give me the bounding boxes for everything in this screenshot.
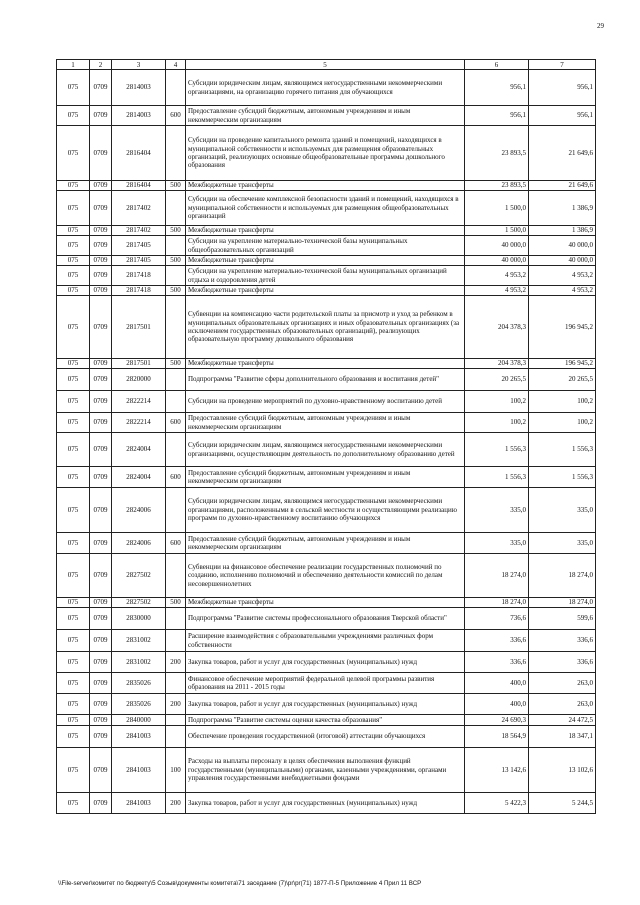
target-article-cell: 2817418 [112,266,166,286]
executed-amount-cell: 21 649,6 [529,126,596,181]
target-article-cell: 2816404 [112,181,166,191]
file-path-footer: \\File-server\комитет по бюджету\5 Созыв\документы комитета\71 заседание (7)\pr\pr(71) 1877-П-5 Приложение 4 Прил 11 ВСР [58,880,422,887]
section-code-cell: 0709 [90,391,112,413]
planned-amount-cell: 336,6 [465,652,529,673]
admin-code-cell: 075 [57,467,90,488]
section-code-cell: 0709 [90,673,112,694]
executed-amount-cell: 335,0 [529,488,596,533]
planned-amount-cell: 400,0 [465,694,529,715]
description-cell: Межбюджетные трансферты [186,286,465,296]
column-header: 1 [57,60,90,70]
target-article-cell: 2835026 [112,694,166,715]
planned-amount-cell: 40 000,0 [465,236,529,256]
description-cell: Межбюджетные трансферты [186,359,465,369]
target-article-cell: 2817402 [112,226,166,236]
executed-amount-cell: 1 386,9 [529,191,596,226]
expense-type-cell: 200 [166,652,186,673]
expense-type-cell: 500 [166,598,186,608]
planned-amount-cell: 1 500,0 [465,226,529,236]
executed-amount-cell: 1 556,3 [529,433,596,467]
expense-type-cell: 100 [166,748,186,793]
planned-amount-cell: 956,1 [465,70,529,106]
table-row [57,181,596,191]
target-article-cell: 2817402 [112,191,166,226]
column-header: 6 [465,60,529,70]
description-cell: Расширение взаимодействия с образовательными учреждениями различных форм собственности [186,630,465,652]
table-row [57,433,596,467]
executed-amount-cell: 956,1 [529,106,596,126]
admin-code-cell: 075 [57,181,90,191]
expense-type-cell [166,296,186,359]
expense-type-cell: 500 [166,226,186,236]
expense-type-cell [166,673,186,694]
admin-code-cell: 075 [57,191,90,226]
table-row [57,554,596,598]
executed-amount-cell: 1 386,9 [529,226,596,236]
planned-amount-cell: 24 690,3 [465,715,529,726]
target-article-cell: 2814003 [112,106,166,126]
admin-code-cell: 075 [57,391,90,413]
executed-amount-cell: 20 265,5 [529,369,596,391]
executed-amount-cell: 196 945,2 [529,296,596,359]
admin-code-cell: 075 [57,598,90,608]
table-row [57,715,596,726]
target-article-cell: 2835026 [112,673,166,694]
executed-amount-cell: 5 244,5 [529,793,596,814]
description-cell: Межбюджетные трансферты [186,181,465,191]
target-article-cell: 2817501 [112,359,166,369]
target-article-cell: 2824004 [112,433,166,467]
target-article-cell: 2822214 [112,413,166,433]
planned-amount-cell: 1 556,3 [465,433,529,467]
target-article-cell: 2817418 [112,286,166,296]
planned-amount-cell: 18 274,0 [465,554,529,598]
description-cell: Межбюджетные трансферты [186,256,465,266]
section-code-cell: 0709 [90,70,112,106]
target-article-cell: 2822214 [112,391,166,413]
admin-code-cell: 075 [57,256,90,266]
section-code-cell: 0709 [90,236,112,256]
table-row [57,488,596,533]
section-code-cell: 0709 [90,433,112,467]
table-row [57,630,596,652]
admin-code-cell: 075 [57,369,90,391]
planned-amount-cell: 5 422,3 [465,793,529,814]
admin-code-cell: 075 [57,296,90,359]
admin-code-cell: 075 [57,286,90,296]
planned-amount-cell: 335,0 [465,488,529,533]
table-row [57,191,596,226]
target-article-cell: 2817501 [112,296,166,359]
description-cell: Предоставление субсидий бюджетным, автономным учреждениям и иным некоммерческим организациям [186,533,465,554]
expense-type-cell [166,126,186,181]
table-row [57,369,596,391]
executed-amount-cell: 1 556,3 [529,467,596,488]
target-article-cell: 2831002 [112,630,166,652]
section-code-cell: 0709 [90,126,112,181]
table-row [57,608,596,630]
expense-type-cell: 600 [166,106,186,126]
description-cell: Предоставление субсидий бюджетным, автономным учреждениям и иным некоммерческим организациям [186,413,465,433]
table-body [57,70,596,814]
description-cell: Субсидии на укрепление материально-технической базы муниципальных общеобразовательных организаций [186,236,465,256]
planned-amount-cell: 956,1 [465,106,529,126]
section-code-cell: 0709 [90,181,112,191]
executed-amount-cell: 599,6 [529,608,596,630]
target-article-cell: 2831002 [112,652,166,673]
admin-code-cell: 075 [57,488,90,533]
section-code-cell: 0709 [90,467,112,488]
executed-amount-cell: 196 945,2 [529,359,596,369]
planned-amount-cell: 335,0 [465,533,529,554]
expense-type-cell: 500 [166,181,186,191]
section-code-cell: 0709 [90,226,112,236]
expense-type-cell: 600 [166,413,186,433]
description-cell: Предоставление субсидий бюджетным, автономным учреждениям и иным некоммерческим организациям [186,106,465,126]
executed-amount-cell: 40 000,0 [529,256,596,266]
admin-code-cell: 075 [57,359,90,369]
section-code-cell: 0709 [90,266,112,286]
description-cell: Субсидии на обеспечение комплексной безопасности зданий и помещений, находящихся в муниципальной собственности и используемых для размещения общеобразовательных организаций [186,191,465,226]
admin-code-cell: 075 [57,226,90,236]
executed-amount-cell: 18 274,0 [529,598,596,608]
section-code-cell: 0709 [90,256,112,266]
target-article-cell: 2841003 [112,748,166,793]
expense-type-cell [166,70,186,106]
description-cell: Субсидии на укрепление материально-технической базы муниципальных организаций отдыха и оздоровления детей [186,266,465,286]
planned-amount-cell: 13 142,6 [465,748,529,793]
section-code-cell: 0709 [90,413,112,433]
target-article-cell: 2830000 [112,608,166,630]
section-code-cell: 0709 [90,793,112,814]
expense-type-cell [166,391,186,413]
target-article-cell: 2817405 [112,256,166,266]
expense-type-cell [166,191,186,226]
section-code-cell: 0709 [90,533,112,554]
target-article-cell: 2840000 [112,715,166,726]
description-cell: Субсидии на проведение капитального ремонта зданий и помещений, находящихся в муниципальной собственности и используемых для размещения образовательных организаций, реализующих основные общеобразовательные программы дошкольного образования [186,126,465,181]
description-cell: Межбюджетные трансферты [186,598,465,608]
planned-amount-cell: 4 953,2 [465,266,529,286]
planned-amount-cell: 18 274,0 [465,598,529,608]
expense-type-cell: 500 [166,256,186,266]
planned-amount-cell: 1 556,3 [465,467,529,488]
table-row [57,126,596,181]
executed-amount-cell: 18 347,1 [529,726,596,748]
description-cell: Субсидии юридическим лицам, являющимся негосударственными некоммерческими организациями, осуществляющим деятельность по дополнительному образованию детей [186,433,465,467]
planned-amount-cell: 1 500,0 [465,191,529,226]
executed-amount-cell: 336,6 [529,652,596,673]
page-number: 29 [597,22,604,30]
table-row [57,106,596,126]
admin-code-cell: 075 [57,793,90,814]
executed-amount-cell: 100,2 [529,413,596,433]
table-row [57,391,596,413]
section-code-cell: 0709 [90,694,112,715]
expense-type-cell [166,608,186,630]
admin-code-cell: 075 [57,106,90,126]
section-code-cell: 0709 [90,726,112,748]
target-article-cell: 2827502 [112,554,166,598]
table-row [57,793,596,814]
expense-type-cell [166,433,186,467]
budget-table [56,59,596,814]
target-article-cell: 2824006 [112,488,166,533]
table-row [57,226,596,236]
column-header: 7 [529,60,596,70]
expense-type-cell: 200 [166,694,186,715]
table-row [57,413,596,433]
planned-amount-cell: 400,0 [465,673,529,694]
executed-amount-cell: 24 472,5 [529,715,596,726]
planned-amount-cell: 23 893,5 [465,126,529,181]
admin-code-cell: 075 [57,694,90,715]
admin-code-cell: 075 [57,70,90,106]
executed-amount-cell: 336,6 [529,630,596,652]
description-cell: Подпрограмма "Развитие системы оценки качества образования" [186,715,465,726]
description-cell: Закупка товаров, работ и услуг для государственных (муниципальных) нужд [186,694,465,715]
target-article-cell: 2841003 [112,726,166,748]
admin-code-cell: 075 [57,608,90,630]
planned-amount-cell: 100,2 [465,391,529,413]
executed-amount-cell: 4 953,2 [529,266,596,286]
executed-amount-cell: 956,1 [529,70,596,106]
column-header: 4 [166,60,186,70]
section-code-cell: 0709 [90,598,112,608]
planned-amount-cell: 204 378,3 [465,296,529,359]
column-header: 2 [90,60,112,70]
description-cell: Финансовое обеспечение мероприятий федеральной целевой программы развития образования на 2011 - 2015 годы [186,673,465,694]
target-article-cell: 2817405 [112,236,166,256]
expense-type-cell: 600 [166,467,186,488]
admin-code-cell: 075 [57,715,90,726]
description-cell: Субсидии на проведение мероприятий по духовно-нравственному воспитанию детей [186,391,465,413]
expense-type-cell: 500 [166,359,186,369]
executed-amount-cell: 18 274,0 [529,554,596,598]
target-article-cell: 2824004 [112,467,166,488]
table-row [57,726,596,748]
description-cell: Обеспечение проведения государственной (итоговой) аттестации обучающихся [186,726,465,748]
table-row [57,694,596,715]
expense-type-cell [166,369,186,391]
executed-amount-cell: 335,0 [529,533,596,554]
admin-code-cell: 075 [57,413,90,433]
table-row [57,652,596,673]
table-row [57,286,596,296]
planned-amount-cell: 336,6 [465,630,529,652]
planned-amount-cell: 100,2 [465,413,529,433]
expense-type-cell [166,630,186,652]
admin-code-cell: 075 [57,533,90,554]
target-article-cell: 2820000 [112,369,166,391]
target-article-cell: 2816404 [112,126,166,181]
description-cell: Закупка товаров, работ и услуг для государственных (муниципальных) нужд [186,793,465,814]
section-code-cell: 0709 [90,296,112,359]
description-cell: Межбюджетные трансферты [186,226,465,236]
executed-amount-cell: 100,2 [529,391,596,413]
admin-code-cell: 075 [57,726,90,748]
section-code-cell: 0709 [90,630,112,652]
admin-code-cell: 075 [57,652,90,673]
target-article-cell: 2841003 [112,793,166,814]
expense-type-cell [166,266,186,286]
admin-code-cell: 075 [57,433,90,467]
executed-amount-cell: 21 649,6 [529,181,596,191]
section-code-cell: 0709 [90,191,112,226]
planned-amount-cell: 204 378,3 [465,359,529,369]
section-code-cell: 0709 [90,715,112,726]
table-row [57,236,596,256]
executed-amount-cell: 263,0 [529,673,596,694]
section-code-cell: 0709 [90,608,112,630]
description-cell: Подпрограмма "Развитие системы профессионального образования Тверской области" [186,608,465,630]
executed-amount-cell: 263,0 [529,694,596,715]
admin-code-cell: 075 [57,126,90,181]
target-article-cell: 2824006 [112,533,166,554]
planned-amount-cell: 20 265,5 [465,369,529,391]
admin-code-cell: 075 [57,748,90,793]
section-code-cell: 0709 [90,369,112,391]
table-row [57,70,596,106]
column-header: 3 [112,60,166,70]
executed-amount-cell: 13 102,6 [529,748,596,793]
section-code-cell: 0709 [90,488,112,533]
description-cell: Субвенции на финансовое обеспечение реализации государственных полномочий по созданию, исполнению полномочий и обеспечению деятельности комиссий по делам несовершеннолетних [186,554,465,598]
admin-code-cell: 075 [57,236,90,256]
target-article-cell: 2827502 [112,598,166,608]
section-code-cell: 0709 [90,652,112,673]
planned-amount-cell: 23 893,5 [465,181,529,191]
planned-amount-cell: 18 564,9 [465,726,529,748]
description-cell: Субсидии юридическим лицам, являющимся негосударственными некоммерческими организациями, расположенными в сельской местности и осуществляющими реализацию программ по духовно-нравственному воспитанию обучающихся [186,488,465,533]
description-cell: Предоставление субсидий бюджетным, автономным учреждениям и иным некоммерческим организациям [186,467,465,488]
expense-type-cell: 500 [166,286,186,296]
table-row [57,359,596,369]
description-cell: Субвенции на компенсацию части родительской платы за присмотр и уход за ребенком в муниципальных образовательных организациях и иных образовательных организациях (за исключением государственных образовательных организаций), реализующих образовательную программу дошкольного образования [186,296,465,359]
table-row [57,533,596,554]
planned-amount-cell: 736,6 [465,608,529,630]
executed-amount-cell: 4 953,2 [529,286,596,296]
expense-type-cell [166,726,186,748]
description-cell: Подпрограмма "Развитие сферы дополнительного образования и воспитания детей" [186,369,465,391]
description-cell: Закупка товаров, работ и услуг для государственных (муниципальных) нужд [186,652,465,673]
admin-code-cell: 075 [57,630,90,652]
expense-type-cell [166,715,186,726]
expense-type-cell: 600 [166,533,186,554]
expense-type-cell [166,488,186,533]
target-article-cell: 2814003 [112,70,166,106]
admin-code-cell: 075 [57,266,90,286]
expense-type-cell [166,236,186,256]
section-code-cell: 0709 [90,554,112,598]
planned-amount-cell: 40 000,0 [465,256,529,266]
table-row [57,673,596,694]
section-code-cell: 0709 [90,286,112,296]
description-cell: Субсидии юридическим лицам, являющимся негосударственными некоммерческими организациями, на организацию горячего питания для обучающихся [186,70,465,106]
table-row [57,296,596,359]
table-row [57,467,596,488]
table-row [57,256,596,266]
admin-code-cell: 075 [57,554,90,598]
expense-type-cell: 200 [166,793,186,814]
section-code-cell: 0709 [90,106,112,126]
planned-amount-cell: 4 953,2 [465,286,529,296]
section-code-cell: 0709 [90,748,112,793]
column-number-row [57,60,596,70]
admin-code-cell: 075 [57,673,90,694]
executed-amount-cell: 40 000,0 [529,236,596,256]
table-row [57,748,596,793]
expense-type-cell [166,554,186,598]
table-row [57,598,596,608]
table-row [57,266,596,286]
description-cell: Расходы на выплаты персоналу в целях обеспечения выполнения функций государственными (муниципальными) органами, казенными учреждениями, органами управления государственными внебюджетными фондами [186,748,465,793]
column-header: 5 [186,60,465,70]
section-code-cell: 0709 [90,359,112,369]
